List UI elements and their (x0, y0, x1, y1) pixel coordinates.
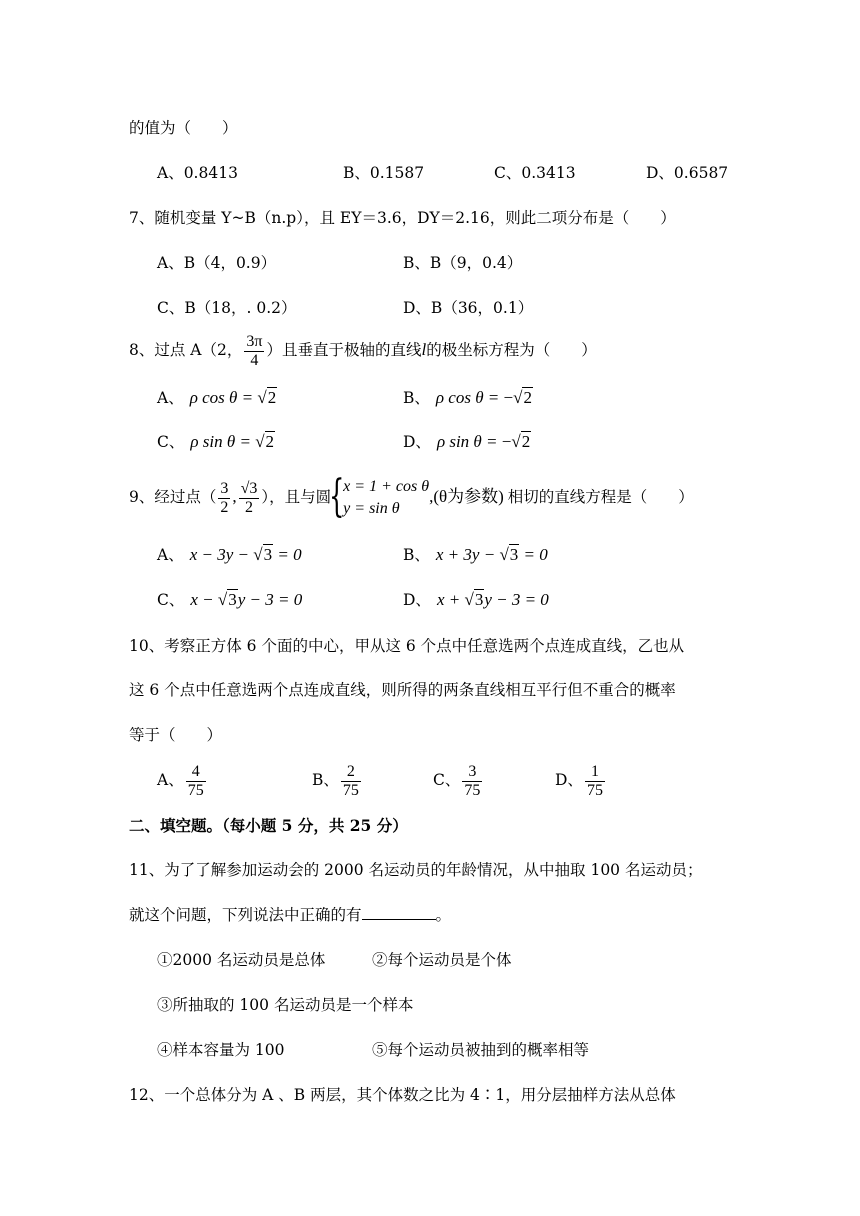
q10-option-c-label: C、 (433, 771, 461, 789)
q8-stem (129, 330, 597, 370)
q9-option-b-label: B、 (403, 546, 430, 564)
q10-option-b-den: 75 (342, 781, 359, 799)
q8-option-d-sign: − (501, 432, 512, 451)
q7-option-a: A、B（4，0.9） (157, 254, 277, 272)
q9-option-c (157, 590, 302, 610)
q8-option-c-sqrt: √2 (255, 432, 275, 451)
q9-option-b-radicand: 3 (509, 545, 519, 564)
q8-option-b-sqrt: √2 (513, 388, 532, 407)
q6-tail: 的值为（ ） (129, 119, 238, 137)
q8-option-a-sqrt: √2 (257, 388, 277, 407)
q9-point-x-den: 2 (220, 498, 229, 516)
q9-stem: 9、经过点（ $\frac{3}{2}$ , $\frac{√3}{2}$ ），且与圆 { x = 1 + cos θ y = sin θ ,(θ为参数) 相切的直线方程是（ ） (129, 471, 694, 522)
q11-item-2: ②每个运动员是个体 (372, 951, 512, 969)
q9-sys-row-2: y = sin θ (343, 500, 400, 517)
q9-option-b-sqrt: √3 (499, 545, 519, 564)
q10-option-d-label: D、 (555, 771, 583, 789)
q11-item-1: ①2000 名运动员是总体 (157, 951, 326, 969)
q10-line-2: 这 6 个点中任意选两个点连成直线，则所得的两条直线相互平行但不重合的概率 (129, 681, 676, 699)
q8-option-b (403, 388, 533, 408)
q8-option-d-lhs: ρ sin θ = (436, 432, 502, 451)
q10-option-d (555, 758, 607, 802)
q8-option-d-radicand: 2 (521, 432, 531, 451)
q10-option-c-num: 3 (468, 762, 477, 780)
q9-option-c-expr-b: y − 3 = 0 (237, 590, 303, 609)
q9-option-d-expr-b: y − 3 = 0 (484, 590, 549, 609)
q10-option-a-num: 4 (191, 762, 200, 780)
q11-line-1: 11、为了了解参加运动会的 2000 名运动员的年龄情况，从中抽取 100 名运动员； (129, 861, 703, 879)
q6-option-b: B、0.1587 (343, 164, 425, 182)
q11-line-2 (129, 905, 451, 925)
q8-option-c-radicand: 2 (265, 432, 275, 451)
q8-option-b-sign: − (503, 388, 514, 407)
q9-option-a-sqrt: √3 (253, 545, 273, 564)
q9-point-x (218, 480, 230, 517)
q9-option-a-label: A、 (157, 546, 184, 564)
q10-option-a (157, 758, 208, 802)
q8-var: l (421, 340, 427, 359)
q10-option-c-fraction (462, 763, 482, 800)
q11-item-3: ③所抽取的 100 名运动员是一个样本 (157, 996, 414, 1014)
q10-option-b-fraction (341, 763, 361, 800)
q8-option-b-radicand: 2 (523, 388, 532, 407)
q8-suffix-b: 的极坐标方程为（ ） (426, 341, 597, 359)
q10-option-c-den: 75 (464, 781, 481, 799)
q8-option-b-lhs: ρ cos θ = (435, 388, 504, 407)
q12-line-1: 12、一个总体分为 A 、B 两层，其个体数之比为 4∶1，用分层抽样方法从总体 (129, 1086, 676, 1104)
q9-mid: ），且与圆 (261, 488, 332, 506)
q11-answer-blank (362, 905, 436, 920)
q10-line-1: 10、考察正方体 6 个面的中心，甲从这 6 个点中任意选两个点连成直线，乙也从 (129, 637, 685, 655)
q8-frac-num: 3π (246, 332, 263, 350)
q8-option-b-label: B、 (403, 389, 430, 407)
q10-option-d-num: 1 (590, 762, 599, 780)
q8-option-c-lhs: ρ sin θ = (190, 432, 256, 451)
q8-angle-fraction (244, 333, 264, 370)
q6-option-d: D、0.6587 (646, 164, 729, 182)
q9-point-y-num: √3 (240, 479, 258, 497)
q10-option-b-label: B、 (312, 771, 339, 789)
q10-option-a-fraction (186, 763, 206, 800)
q9-option-a-expr-a: x − 3y − (189, 545, 254, 564)
q9-option-b (403, 545, 548, 565)
q9-option-c-sqrt: √3 (217, 590, 237, 609)
q9-option-c-expr-a: x − (190, 590, 218, 609)
q7-option-d: D、B（36，0.1） (403, 299, 534, 317)
q8-prefix: 8、过点 A（2， (129, 341, 243, 359)
q8-option-a-label: A、 (157, 389, 184, 407)
q9-sys-row-1: x = 1 + cos θ (343, 478, 430, 495)
q9-option-d-radicand: 3 (474, 590, 484, 609)
q10-option-b-num: 2 (346, 762, 355, 780)
q8-option-d (403, 432, 531, 452)
q8-option-d-sqrt: √2 (511, 432, 531, 451)
q10-option-d-den: 75 (586, 781, 603, 799)
q7-option-c: C、B（18，. 0.2） (157, 299, 297, 317)
q9-option-d (403, 590, 549, 610)
left-brace-icon: { (329, 471, 345, 522)
q8-option-a-radicand: 2 (267, 388, 277, 407)
q8-option-a (157, 388, 277, 408)
q6-option-a: A、0.8413 (157, 164, 238, 182)
q9-equation-system (329, 471, 430, 522)
q6-option-c: C、0.3413 (494, 164, 576, 182)
q9-option-a (157, 545, 302, 565)
q9-param: ,(θ为参数) (429, 487, 504, 506)
q11-line-2-text: 就这个问题，下列说法中正确的有 (129, 906, 362, 924)
q11-item-4: ④样本容量为 100 (157, 1041, 285, 1059)
q10-line-3: 等于（ ） (129, 726, 223, 744)
q8-suffix-a: ）且垂直于极轴的直线 (266, 341, 422, 359)
q11-item-5: ⑤每个运动员被抽到的概率相等 (372, 1041, 590, 1059)
q9-option-b-expr-b: = 0 (519, 545, 548, 564)
q9-option-a-radicand: 3 (263, 545, 273, 564)
q9-suffix: 相切的直线方程是（ ） (507, 488, 694, 506)
section-2-heading: 二、填空题。（每小题 5 分，共 25 分） (129, 816, 408, 835)
q10-option-a-den: 75 (187, 781, 204, 799)
q9-prefix: 9、经过点（ (129, 488, 217, 506)
q9-option-a-expr-b: = 0 (273, 545, 302, 564)
q8-option-c-label: C、 (157, 433, 185, 451)
q7-stem: 7、随机变量 Y~B（n.p），且 EY＝3.6，DY＝2.16，则此二项分布是（ ） (129, 209, 676, 227)
q9-option-d-sqrt: √3 (464, 590, 484, 609)
q9-option-d-expr-a: x + (436, 590, 465, 609)
q11-line-2-end: 。 (435, 906, 452, 924)
q8-option-a-lhs: ρ cos θ = (189, 388, 258, 407)
q10-option-d-fraction (585, 763, 605, 800)
q9-point-y-den: 2 (239, 498, 260, 517)
q10-option-c (433, 758, 484, 802)
q9-point-x-num: 3 (220, 479, 229, 497)
q9-option-c-label: C、 (157, 591, 185, 609)
q9-option-c-radicand: 3 (228, 590, 237, 609)
q7-option-b: B、B（9，0.4） (403, 254, 523, 272)
q9-point-y (239, 480, 260, 517)
q8-option-c (157, 432, 275, 452)
q9-option-d-label: D、 (403, 591, 431, 609)
q8-frac-den: 4 (244, 351, 264, 370)
q9-option-b-expr-a: x + 3y − (435, 545, 500, 564)
q8-option-d-label: D、 (403, 433, 431, 451)
q10-option-a-label: A、 (157, 771, 184, 789)
q10-option-b (312, 758, 363, 802)
